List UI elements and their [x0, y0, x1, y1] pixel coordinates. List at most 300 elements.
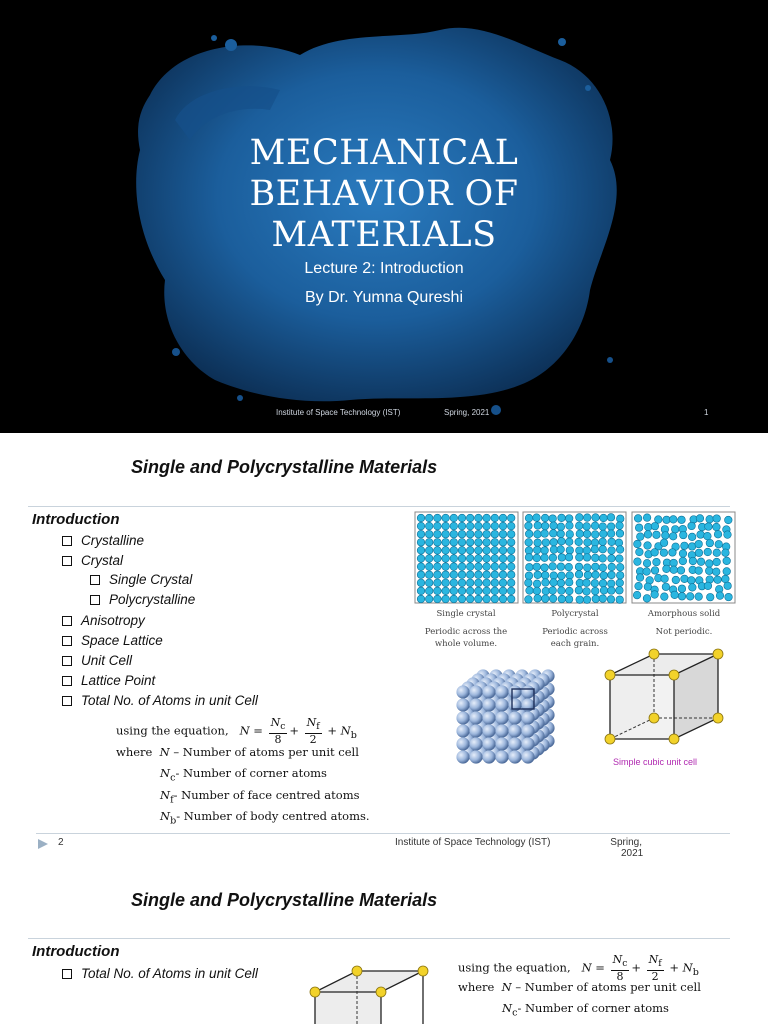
- crystal-structure-figure: [414, 511, 736, 606]
- atom: [575, 554, 583, 562]
- atom: [425, 587, 433, 595]
- atom: [575, 586, 583, 594]
- definition-line: $N_b-$ Number of body centred atoms.: [160, 809, 370, 827]
- atom: [483, 530, 491, 538]
- atom: [713, 549, 721, 557]
- lattice-sphere: [482, 711, 495, 724]
- atom: [541, 522, 549, 530]
- atom: [712, 568, 720, 576]
- atom: [633, 591, 641, 599]
- atom: [616, 563, 624, 571]
- atom: [417, 547, 425, 555]
- atom: [483, 587, 491, 595]
- lattice-sphere: [456, 698, 469, 711]
- atom: [706, 539, 714, 547]
- atom: [558, 554, 566, 562]
- lattice-sphere: [482, 737, 495, 750]
- atom: [583, 596, 591, 604]
- atom: [491, 539, 499, 547]
- atom: [643, 559, 651, 567]
- figure-caption-poly: Polycrystal Periodic across each grain.: [542, 609, 608, 649]
- atom: [600, 514, 608, 522]
- atom: [466, 547, 474, 555]
- atom: [678, 592, 686, 600]
- atom: [466, 539, 474, 547]
- atom: [558, 572, 566, 580]
- atom: [525, 539, 533, 547]
- atom: [636, 533, 644, 541]
- atom: [507, 530, 515, 538]
- atom: [688, 533, 696, 541]
- atom: [417, 563, 425, 571]
- atom: [475, 555, 483, 563]
- atom: [615, 539, 623, 547]
- atom: [507, 587, 515, 595]
- atom: [651, 522, 659, 530]
- atom: [576, 514, 584, 522]
- atom: [499, 539, 507, 547]
- bullet-item: Anisotropy: [62, 613, 145, 628]
- atom: [442, 539, 450, 547]
- atom: [434, 563, 442, 571]
- title-line-3: MATERIALS: [271, 215, 497, 255]
- atom: [442, 530, 450, 538]
- atom: [450, 530, 458, 538]
- lattice-sphere: [469, 724, 482, 737]
- definition-line: $N_f-$ Number of face centred atoms: [160, 788, 360, 806]
- atom: [507, 514, 515, 522]
- figure-caption-single: Single crystal Periodic across the whole volume.: [424, 609, 508, 649]
- atom: [450, 555, 458, 563]
- atom: [442, 514, 450, 522]
- footer-page-number: 1: [704, 408, 709, 417]
- atom: [507, 539, 515, 547]
- atom: [549, 563, 557, 571]
- atom: [616, 522, 624, 530]
- atom: [678, 585, 686, 593]
- atom: [533, 514, 541, 522]
- atom: [616, 555, 624, 563]
- atom: [706, 593, 714, 601]
- lattice-sphere: [521, 724, 534, 737]
- atom: [466, 555, 474, 563]
- atom: [507, 571, 515, 579]
- atom: [483, 514, 491, 522]
- lecture-subtitle: Lecture 2: Introduction: [304, 260, 464, 277]
- atom: [557, 530, 565, 538]
- atom: [434, 555, 442, 563]
- atom: [499, 579, 507, 587]
- atom: [583, 514, 591, 522]
- simple-cubic-unit-cell: [600, 645, 730, 755]
- crystal-lattice-image: [455, 668, 563, 764]
- atom: [583, 554, 591, 562]
- atom: [695, 549, 703, 557]
- atom: [671, 591, 679, 599]
- atom: [715, 540, 723, 548]
- atom: [475, 539, 483, 547]
- atom: [566, 522, 574, 530]
- atom: [663, 565, 671, 573]
- atom: [600, 572, 608, 580]
- atom: [534, 539, 542, 547]
- atom: [583, 579, 591, 587]
- atom: [607, 596, 615, 604]
- atom: [550, 579, 558, 587]
- atom: [670, 566, 678, 574]
- atom: [507, 579, 515, 587]
- atom: [591, 554, 599, 562]
- atom: [507, 522, 515, 530]
- atom: [575, 563, 583, 571]
- checkbox-icon: [62, 969, 72, 979]
- lattice-sphere: [521, 750, 534, 763]
- atom: [550, 522, 558, 530]
- atom: [425, 571, 433, 579]
- atom: [425, 539, 433, 547]
- atom: [725, 516, 733, 524]
- atom: [592, 563, 600, 571]
- atom: [533, 563, 541, 571]
- atom: [591, 579, 599, 587]
- atom: [466, 579, 474, 587]
- bullet-item: Crystalline: [62, 533, 144, 548]
- atom: [689, 557, 697, 565]
- atom: [688, 522, 696, 530]
- atom: [724, 582, 732, 590]
- atom: [599, 564, 607, 572]
- atom: [417, 530, 425, 538]
- bullet-item: Lattice Point: [62, 673, 155, 688]
- lattice-sphere: [456, 711, 469, 724]
- atom: [584, 539, 592, 547]
- atom: [541, 572, 549, 580]
- atom: [450, 539, 458, 547]
- atom: [672, 576, 680, 584]
- atom: [466, 522, 474, 530]
- lattice-sphere: [456, 724, 469, 737]
- atom: [549, 554, 557, 562]
- bullet-item: Unit Cell: [62, 653, 132, 668]
- atom: [565, 578, 573, 586]
- atom: [434, 539, 442, 547]
- atom: [450, 587, 458, 595]
- atom: [592, 595, 600, 603]
- lattice-sphere: [495, 750, 508, 763]
- atom: [608, 547, 616, 555]
- atom: [671, 525, 679, 533]
- atom: [525, 547, 533, 555]
- lattice-sphere: [495, 685, 508, 698]
- atom: [483, 522, 491, 530]
- intro-heading: Introduction: [32, 511, 120, 528]
- atom: [644, 531, 652, 539]
- atom: [697, 531, 705, 539]
- atom: [713, 523, 721, 531]
- atom: [608, 538, 616, 546]
- lattice-sphere: [495, 698, 508, 711]
- atom: [565, 553, 573, 561]
- atom: [591, 522, 599, 530]
- atom: [434, 522, 442, 530]
- atom: [616, 579, 624, 587]
- atom: [475, 587, 483, 595]
- atom: [491, 530, 499, 538]
- atom: [434, 571, 442, 579]
- atom: [491, 547, 499, 555]
- bullet-item: Space Lattice: [62, 633, 163, 648]
- atom: [475, 595, 483, 603]
- atom: [616, 530, 624, 538]
- title-divider: [28, 938, 730, 939]
- atom: [583, 588, 591, 596]
- checkbox-icon: [90, 575, 100, 585]
- atom: [725, 593, 733, 601]
- lattice-sphere: [508, 724, 521, 737]
- atom: [713, 515, 721, 523]
- atom: [550, 572, 558, 580]
- atom: [607, 514, 615, 522]
- atom: [661, 593, 669, 601]
- atom: [458, 530, 466, 538]
- checkbox-icon: [62, 556, 72, 566]
- atom: [583, 547, 591, 555]
- atom: [458, 522, 466, 530]
- atom: [458, 595, 466, 603]
- atom: [616, 586, 624, 594]
- atom: [417, 539, 425, 547]
- atom: [534, 522, 542, 530]
- lattice-sphere: [469, 685, 482, 698]
- atom: [592, 514, 600, 522]
- atom: [475, 547, 483, 555]
- atom: [565, 515, 573, 523]
- atom: [636, 574, 644, 582]
- atom: [475, 571, 483, 579]
- atom: [643, 514, 651, 522]
- atom: [558, 514, 566, 522]
- content-slide-3: [0, 866, 768, 1024]
- lattice-sphere: [521, 685, 534, 698]
- atom: [558, 595, 566, 603]
- atom: [475, 514, 483, 522]
- atom: [557, 523, 565, 531]
- atom: [450, 547, 458, 555]
- lattice-sphere: [521, 737, 534, 750]
- lattice-sphere: [482, 698, 495, 711]
- atom: [417, 579, 425, 587]
- atom: [696, 515, 704, 523]
- atom: [534, 571, 542, 579]
- atom: [425, 579, 433, 587]
- atom: [722, 575, 730, 583]
- atom: [635, 524, 643, 532]
- atom: [677, 567, 685, 575]
- atom: [458, 563, 466, 571]
- atom: [507, 563, 515, 571]
- atom: [526, 587, 534, 595]
- atom: [713, 558, 721, 566]
- lattice-sphere: [482, 685, 495, 698]
- atom: [566, 587, 574, 595]
- atom: [458, 514, 466, 522]
- checkbox-icon: [62, 636, 72, 646]
- atom: [575, 538, 583, 546]
- atom: [466, 571, 474, 579]
- atom: [681, 575, 689, 583]
- atom: [565, 595, 573, 603]
- atom: [679, 557, 687, 565]
- atom: [714, 576, 722, 584]
- lattice-sphere: [495, 724, 508, 737]
- intro-heading: Introduction: [32, 943, 120, 960]
- atom: [450, 579, 458, 587]
- atom: [716, 592, 724, 600]
- amorphous-atoms: [633, 514, 732, 602]
- atom: [541, 530, 549, 538]
- atom: [542, 579, 550, 587]
- atom: [525, 572, 533, 580]
- atom: [661, 575, 669, 583]
- atom: [705, 523, 713, 531]
- atom: [425, 514, 433, 522]
- atom: [651, 591, 659, 599]
- definition-line: $N_c-$ Number of corner atoms: [160, 766, 327, 784]
- atom: [425, 563, 433, 571]
- lattice-sphere: [508, 750, 521, 763]
- lattice-sphere: [456, 685, 469, 698]
- atom: [722, 549, 730, 557]
- atom: [634, 540, 642, 548]
- atom: [616, 515, 624, 523]
- atom: [550, 538, 558, 546]
- atom: [425, 555, 433, 563]
- slide-title: Single and Polycrystalline Materials: [131, 890, 438, 910]
- atom: [662, 532, 670, 540]
- lattice-sphere: [469, 711, 482, 724]
- atom: [541, 514, 549, 522]
- atom: [616, 572, 624, 580]
- atom: [434, 547, 442, 555]
- atom: [651, 549, 659, 557]
- atom: [483, 563, 491, 571]
- atom: [599, 595, 607, 603]
- atom: [566, 530, 574, 538]
- atom: [608, 587, 616, 595]
- atom: [525, 554, 533, 562]
- sub-bullet-item: Polycrystalline: [90, 592, 195, 607]
- atom: [634, 515, 642, 523]
- atom: [499, 514, 507, 522]
- figure-caption-amorphous: Amorphous solid Not periodic.: [647, 609, 721, 637]
- definition-line: $N_c-$ Number of corner atoms: [502, 1001, 669, 1019]
- atom: [434, 595, 442, 603]
- atom: [507, 555, 515, 563]
- atom: [466, 514, 474, 522]
- atom: [549, 595, 557, 603]
- title-slide: [0, 0, 768, 433]
- lattice-sphere: [469, 698, 482, 711]
- atom: [491, 522, 499, 530]
- title-line-2: BEHAVIOR OF: [249, 174, 519, 214]
- atom: [499, 587, 507, 595]
- lattice-sphere: [508, 737, 521, 750]
- atom: [417, 555, 425, 563]
- atom: [549, 587, 557, 595]
- atom: [525, 579, 533, 587]
- atom: [533, 554, 541, 562]
- atom: [483, 547, 491, 555]
- atom: [591, 546, 599, 554]
- atom: [450, 595, 458, 603]
- atom: [491, 563, 499, 571]
- atom: [549, 530, 557, 538]
- atom: [599, 555, 607, 563]
- atom: [542, 587, 550, 595]
- atom: [583, 523, 591, 531]
- atom: [681, 542, 689, 550]
- atom: [450, 563, 458, 571]
- atom: [714, 530, 722, 538]
- atom: [557, 563, 565, 571]
- atom: [607, 523, 615, 531]
- atom: [607, 580, 615, 588]
- lattice-sphere: [482, 724, 495, 737]
- atom: [643, 595, 651, 603]
- atom: [442, 563, 450, 571]
- atom: [533, 587, 541, 595]
- atom: [507, 595, 515, 603]
- atom: [686, 593, 694, 601]
- atom: [566, 546, 574, 554]
- atom: [466, 563, 474, 571]
- atom: [660, 549, 668, 557]
- lattice-sphere: [495, 711, 508, 724]
- atom: [706, 515, 714, 523]
- atom: [491, 555, 499, 563]
- atom: [576, 596, 584, 604]
- footer-term: Spring, 2021: [610, 837, 644, 859]
- atom: [491, 571, 499, 579]
- atom: [458, 539, 466, 547]
- atom: [525, 514, 533, 522]
- triangle-arrow-icon: [37, 838, 49, 850]
- atom: [499, 555, 507, 563]
- atom: [660, 539, 668, 547]
- atom: [434, 587, 442, 595]
- atom: [634, 558, 642, 566]
- simple-cubic-unit-cell: [305, 962, 435, 1024]
- checkbox-icon: [62, 676, 72, 686]
- atom: [458, 579, 466, 587]
- atom: [679, 550, 687, 558]
- atom: [541, 554, 549, 562]
- atom: [434, 579, 442, 587]
- lattice-sphere: [495, 737, 508, 750]
- atom: [705, 567, 713, 575]
- atom: [557, 579, 565, 587]
- atom: [695, 593, 703, 601]
- atom: [499, 547, 507, 555]
- atom: [417, 514, 425, 522]
- atom: [525, 530, 533, 538]
- atom: [491, 595, 499, 603]
- atom: [723, 568, 731, 576]
- slide-title: Single and Polycrystalline Materials: [131, 457, 438, 477]
- atom: [670, 559, 678, 567]
- atom: [491, 579, 499, 587]
- footer-divider: [36, 833, 730, 834]
